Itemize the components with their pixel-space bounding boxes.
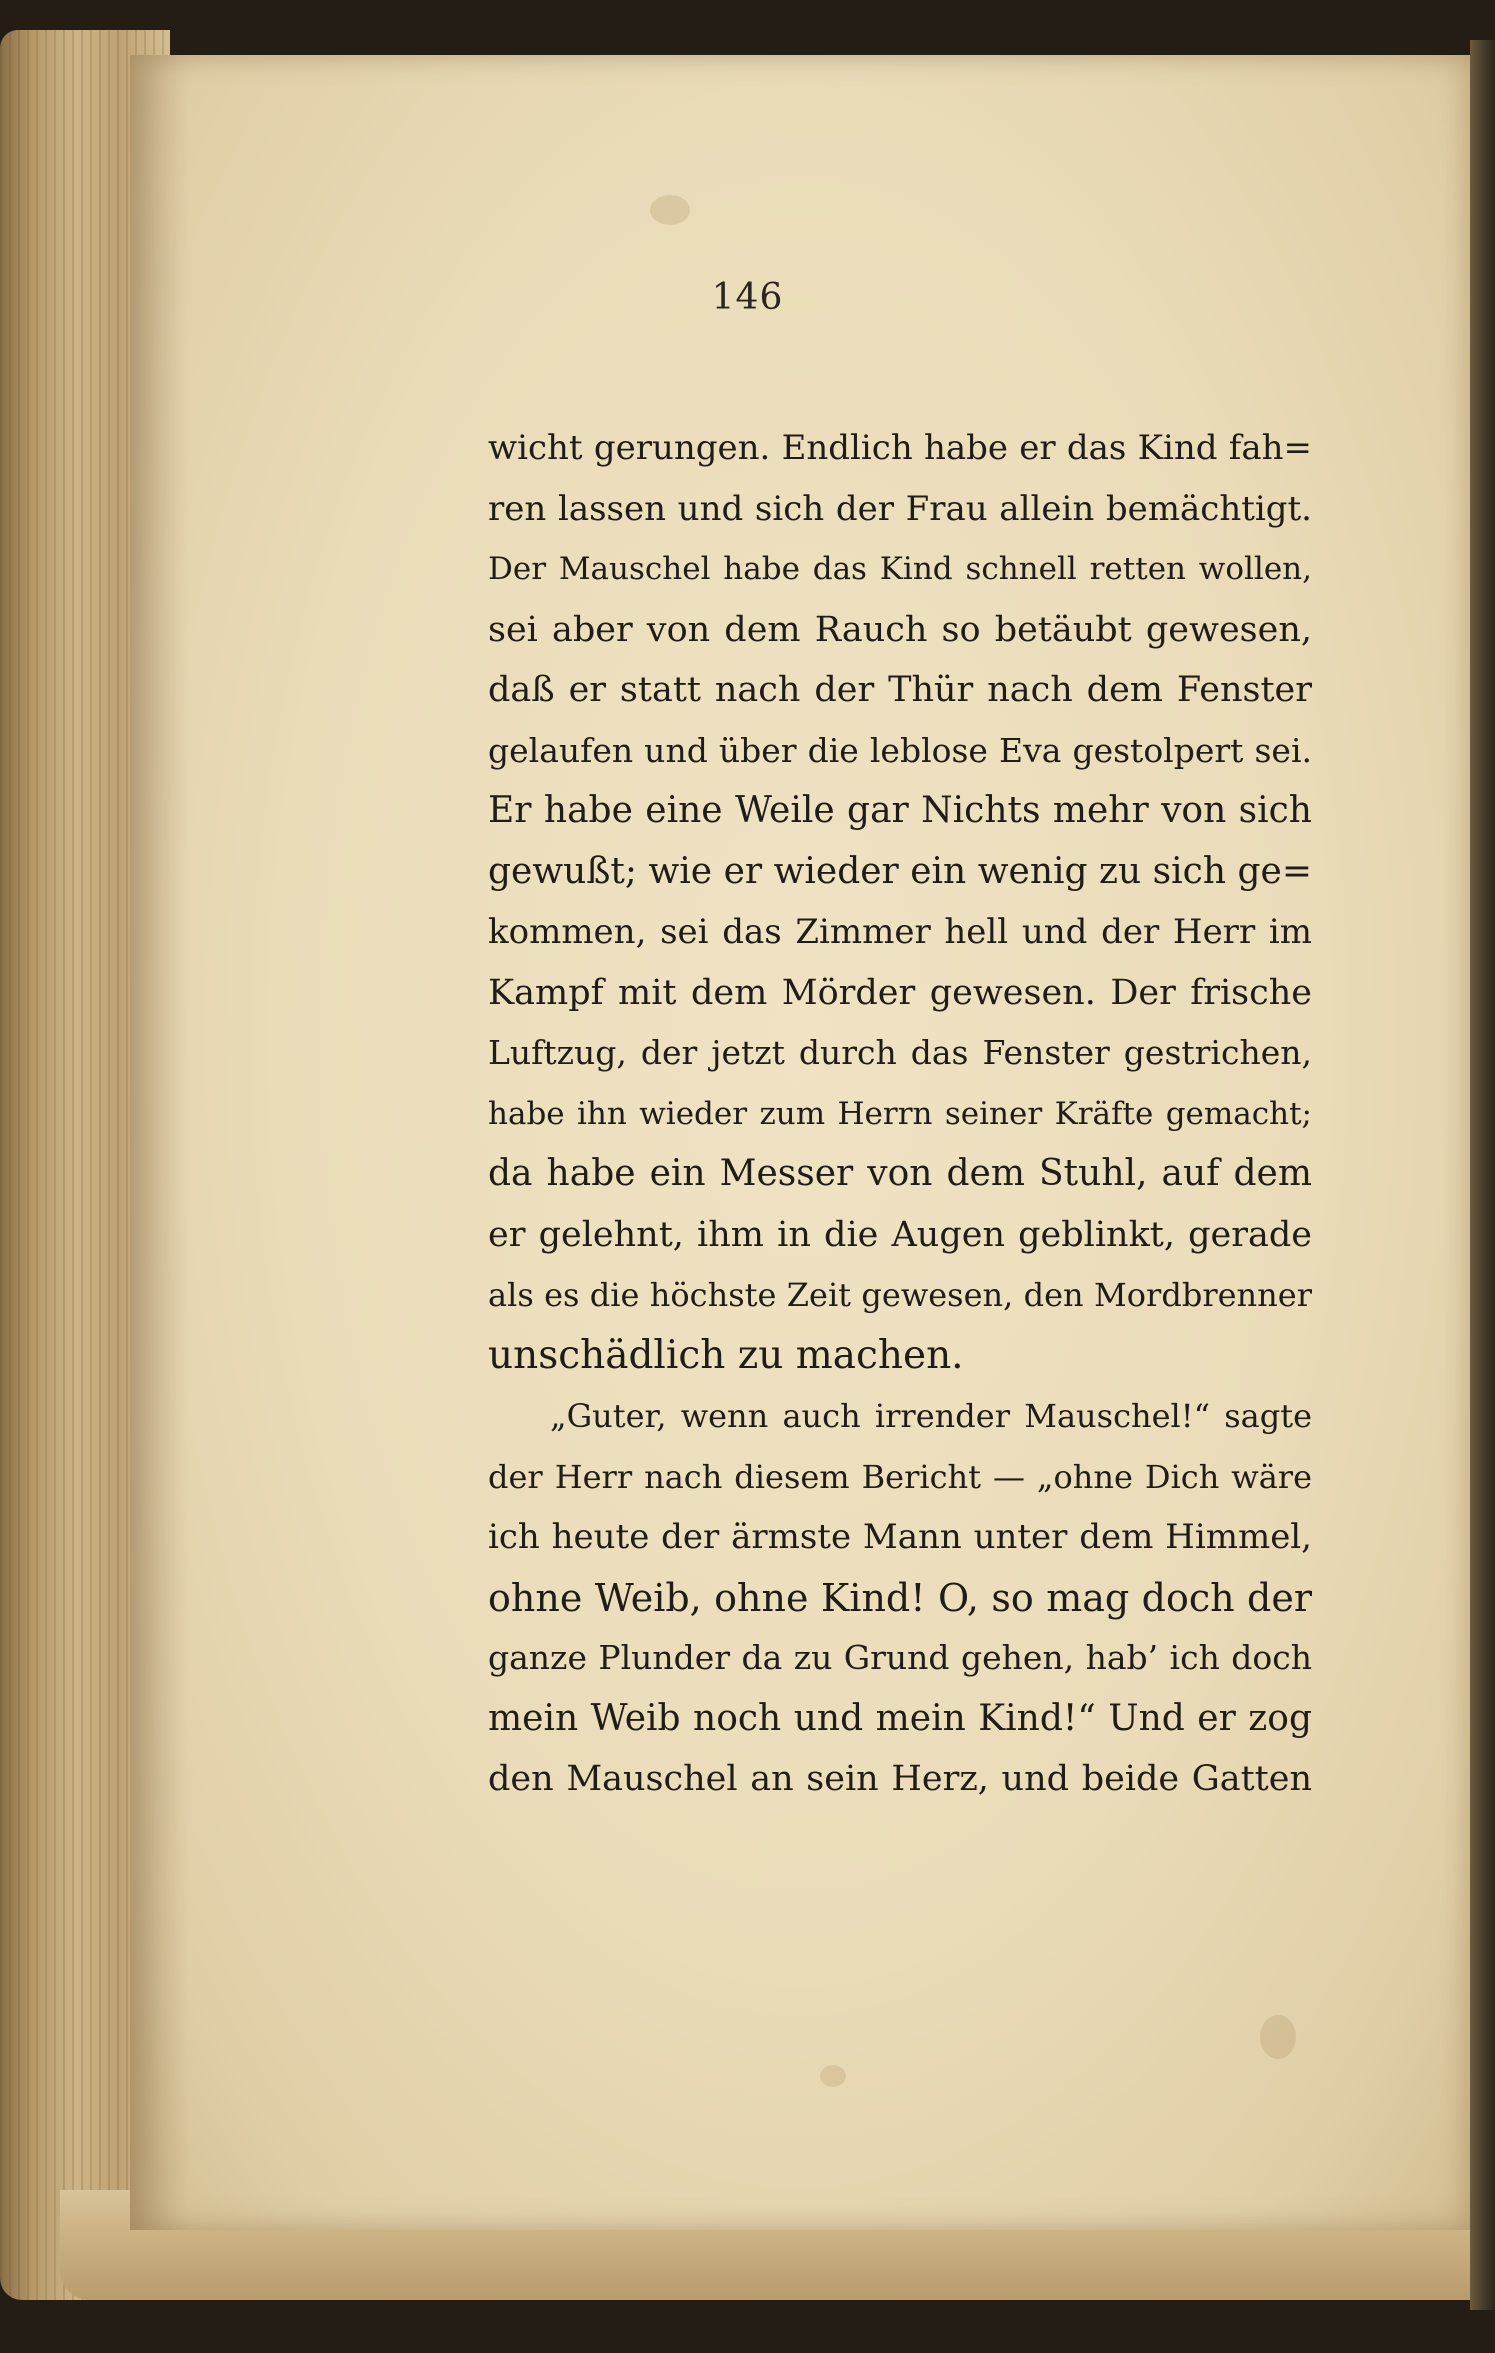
text-line: als es die höchste Zeit gewesen, den Mordbrenner: [488, 1276, 1312, 1314]
text-line: „Guter, wenn auch irrender Mauschel!“ sagte: [550, 1397, 1312, 1435]
text-line: da habe ein Messer von dem Stuhl, auf dem: [488, 1153, 1312, 1194]
text-line: habe ihn wieder zum Herrn seiner Kräfte gemacht;: [488, 1095, 1312, 1132]
text-line: der Herr nach diesem Bericht — „ohne Dich wäre: [488, 1457, 1312, 1496]
text-line: wicht gerungen. Endlich habe er das Kind fah=: [488, 428, 1312, 468]
text-line: kommen, sei das Zimmer hell und der Herr im: [488, 912, 1312, 952]
text-line: ren lassen und sich der Frau allein bemächtigt.: [488, 488, 1312, 529]
text-line: unschädlich zu machen.: [488, 1332, 964, 1378]
text-line: gelaufen und über die leblose Eva gestolpert sei.: [488, 730, 1312, 770]
text-line: Kampf mit dem Mörder gewesen. Der frische: [488, 972, 1312, 1013]
paper-stain: [1260, 2015, 1296, 2059]
text-line: ohne Weib, ohne Kind! O, so mag doch der: [488, 1575, 1312, 1620]
text-line: daß er statt nach der Thür nach dem Fenster: [488, 670, 1312, 710]
text-line: Er habe eine Weile gar Nichts mehr von sich: [488, 790, 1312, 831]
text-line: ganze Plunder da zu Grund gehen, hab’ ich doch: [488, 1638, 1312, 1677]
body-text: [488, 418, 1312, 1810]
text-line: sei aber von dem Rauch so betäubt gewesen,: [488, 609, 1312, 650]
text-line: mein Weib noch und mein Kind!“ Und er zog: [488, 1697, 1312, 1739]
right-binding-edge: [1470, 40, 1495, 2310]
text-line: Luftzug, der jetzt durch das Fenster gestrichen,: [488, 1033, 1312, 1072]
paper-stain: [650, 195, 690, 225]
text-line: ich heute der ärmste Mann unter dem Himmel,: [488, 1517, 1312, 1557]
text-line: gewußt; wie er wieder ein wenig zu sich ge=: [488, 850, 1312, 892]
text-line: den Mauschel an sein Herz, und beide Gatten: [488, 1759, 1312, 1799]
text-line: er gelehnt, ihm in die Augen geblinkt, gerade: [488, 1214, 1312, 1255]
page-number: 146: [711, 277, 784, 318]
text-line: Der Mauschel habe das Kind schnell retten wollen,: [488, 551, 1312, 587]
paper-stain: [820, 2065, 846, 2087]
